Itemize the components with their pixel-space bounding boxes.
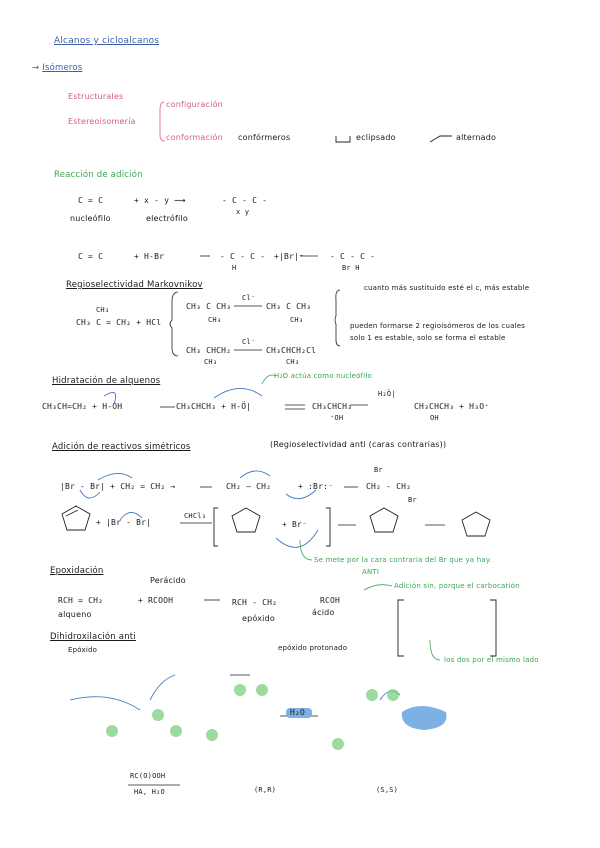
r1-product-sub: x y [236, 208, 250, 216]
sym-anti: ANTI [362, 568, 380, 576]
electrofilo-label: electrófilo [146, 214, 188, 223]
mk-p2: CH₃ CHCH₂ [186, 346, 232, 355]
r2-reagent: + H-Br [134, 252, 165, 261]
simetricos-note: (Regioselectividad anti (caras contrarias)) [270, 440, 447, 449]
sym-r1-prod-br1: Br [374, 466, 383, 474]
r2-product: - C - C - [330, 252, 376, 261]
r2-left: C = C [78, 252, 104, 261]
isomeria-heading-text: Isómeros [42, 63, 83, 73]
mk-p2-sub: CH₃ [204, 358, 218, 366]
r2-product-sub: Br H [342, 264, 360, 272]
hid-h2o: H₂Ö| [378, 390, 396, 398]
dihid-rr: (R,R) [254, 786, 277, 794]
mk-cl-1: Cl⁻ [242, 294, 256, 302]
hidratacion-green-note: H₂O actúa como nucleófilo [274, 372, 372, 380]
sym-r1-inter: CH₂ — CH₂ [226, 482, 272, 491]
mk-p1-product: CH₃ C CH₃ [266, 302, 312, 311]
mk-p2-product: CH₃CHCH₂Cl [266, 346, 317, 355]
acido-formula: RCOH [320, 596, 341, 605]
sym-r1-prod-br2: Br [408, 496, 417, 504]
mk-cl-2: Cl⁻ [242, 338, 256, 346]
dihid-epoxido-label: Epóxido [68, 646, 98, 654]
mk-note1: cuanto más sustituido esté el c, más estable [364, 284, 530, 292]
mk-p1: CH₃ C CH₃ [186, 302, 232, 311]
hid-ion-sub: ⁺OH [330, 414, 344, 422]
r2-br: +|Br|⁻ [274, 252, 305, 261]
dihid-h2o: H₂O [290, 708, 306, 717]
sym-r1-br: + :Br:⁻ [298, 482, 334, 491]
peracido-label: Perácido [150, 576, 186, 585]
mk-note2a: pueden formarse 2 regioisómeros de los cuales [350, 322, 526, 330]
r1-reagent: + x - y ⟿ [134, 196, 186, 205]
sym-r2-reagent: + |Br - Br| [96, 518, 152, 527]
hid-product: CH₃CHCH₃ + H₃O⁺ [414, 402, 490, 411]
hid-product-sub: OH [430, 414, 439, 422]
adicion-heading: Reacción de adición [54, 170, 143, 180]
mk-ch3-top: CH₃ [96, 306, 110, 314]
mk-p1-product-sub: CH₃ [290, 316, 304, 324]
acido-label: ácido [312, 608, 335, 617]
sym-r2-br: + Br⁻ [282, 520, 308, 529]
r2-mid-h: H [232, 264, 237, 272]
dihid-reag2: HA, H₂O [134, 788, 165, 796]
epox-reagent: + RCOOH [138, 596, 174, 605]
epox-green-note: Adición sin, porque el carbocatión [394, 582, 520, 590]
hid-reactant: CH₃CH=CH₂ + H-OH [42, 402, 123, 411]
epox-product: RCH - CH₂ [232, 598, 278, 607]
eclipsado-label: eclipsado [356, 133, 396, 142]
alqueno-label: alqueno [58, 610, 92, 619]
markovnikov-heading: Regioselectividad Markovnikov [66, 280, 203, 290]
page-title: Alcanos y cicloalcanos [54, 36, 160, 46]
configuracion-label: configuración [166, 100, 223, 109]
dihidroxilacion-heading: Dihidroxilación anti [50, 632, 136, 642]
alternado-label: alternado [456, 133, 497, 142]
sym-r1-product: CH₂ - CH₂ [366, 482, 412, 491]
isomeria-heading: → Isómeros [32, 63, 83, 73]
hidratacion-heading: Hidratación de alquenos [52, 376, 161, 386]
epoxidacion-heading: Epoxidación [50, 566, 104, 576]
r2-mid: - C - C - [220, 252, 266, 261]
sym-r1: |Br - Br| + CH₂ = CH₂ → [60, 482, 176, 491]
epox-green-note2: los dos por el mismo lado [444, 656, 539, 664]
epox-reactant: RCH = CH₂ [58, 596, 104, 605]
nucleofilo-label: nucleófilo [70, 214, 111, 223]
mk-note2b: solo 1 es estable, solo se forma el estable [350, 334, 506, 342]
hid-intermediate: CH₃CHCH₃ + H-Ö| [176, 402, 252, 411]
sym-r2-solvent: CHCl₃ [184, 512, 207, 520]
estereo-label: Estereoisomería [68, 117, 136, 126]
sym-green-note: Se mete por la cara contraria del Br que ya hay. [314, 556, 492, 564]
r1-left: C = C [78, 196, 104, 205]
estructurales-label: Estructurales [68, 92, 124, 101]
simetricos-heading: Adición de reactivos simétricos [52, 442, 191, 452]
dihid-protonado-label: epóxido protonado [278, 644, 348, 652]
conformeros-label: confórmeros [238, 133, 291, 142]
mk-p2-product-sub: CH₃ [286, 358, 300, 366]
mk-reactant: CH₃ C = CH₂ + HCl [76, 318, 162, 327]
dihid-reag1: RC(O)OOH [130, 772, 166, 780]
r1-product: - C - C - [222, 196, 268, 205]
dihid-ss: (S,S) [376, 786, 399, 794]
conformacion-label: conformación [166, 133, 223, 142]
epoxido-label: epóxido [242, 614, 275, 623]
mk-p1-sub: CH₃ [208, 316, 222, 324]
hid-ion: CH₃CHCH₃ [312, 402, 353, 411]
